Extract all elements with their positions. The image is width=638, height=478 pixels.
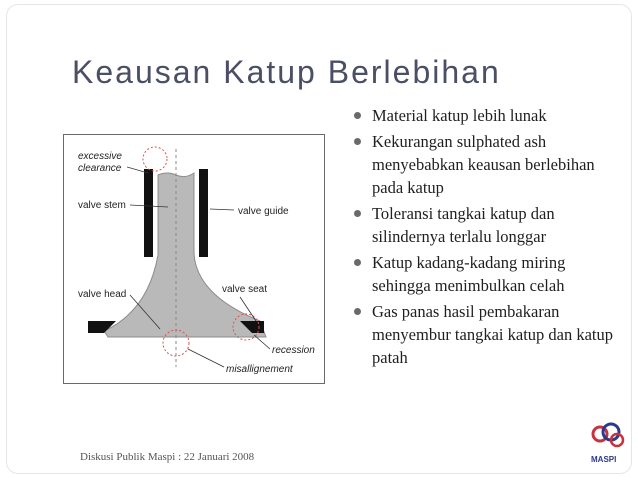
bullet-text: Katup kadang-kadang miring sehingga menimbulkan celah	[372, 253, 566, 295]
slide-title: Keausan Katup Berlebihan	[72, 54, 501, 90]
bullet-dot	[354, 138, 361, 145]
slide-footer: Diskusi Publik Maspi : 22 Januari 2008	[80, 451, 255, 463]
bullet-item	[352, 130, 624, 199]
label-clearance: clearance	[78, 163, 122, 174]
bullet-item	[352, 104, 624, 127]
maspi-logo-icon	[590, 420, 626, 466]
valve-body	[104, 173, 266, 337]
label-misallignement: misallignement	[226, 364, 293, 375]
bullet-text: Kekurangan sulphated ash menyebabkan keausan berlebihan pada katup	[372, 132, 595, 197]
bullet-dot	[354, 308, 361, 315]
leader-valve-guide	[210, 209, 234, 210]
bullet-dot	[354, 112, 361, 119]
excessive-clearance-circle	[143, 147, 167, 171]
bullet-item	[352, 202, 624, 248]
bullet-dot	[354, 210, 361, 217]
bullet-list	[352, 104, 624, 372]
label-recession: recession	[272, 345, 315, 356]
label-valve-guide: valve guide	[238, 206, 289, 217]
valve-guide-left	[144, 169, 153, 257]
bullet-item	[352, 300, 624, 369]
valve-diagram-svg	[64, 135, 326, 385]
maspi-logo	[590, 420, 626, 466]
valve-diagram	[63, 134, 325, 384]
bullet-text: Toleransi tangkai katup dan silindernya terlalu longgar	[372, 204, 555, 246]
leader-misallignement	[188, 349, 224, 367]
bullet-dot	[354, 259, 361, 266]
label-valve-seat: valve seat	[222, 284, 268, 295]
bullet-text: Material katup lebih lunak	[372, 106, 547, 125]
maspi-logo-text: MASPI	[591, 455, 617, 464]
bullet-item	[352, 251, 624, 297]
valve-guide-right	[199, 169, 208, 257]
bullet-text: Gas panas hasil pembakaran menyembur tangkai katup dan katup patah	[372, 302, 614, 367]
label-excessive: excessive	[78, 151, 122, 162]
label-valve-stem: valve stem	[78, 200, 126, 211]
label-valve-head: valve head	[78, 289, 127, 300]
